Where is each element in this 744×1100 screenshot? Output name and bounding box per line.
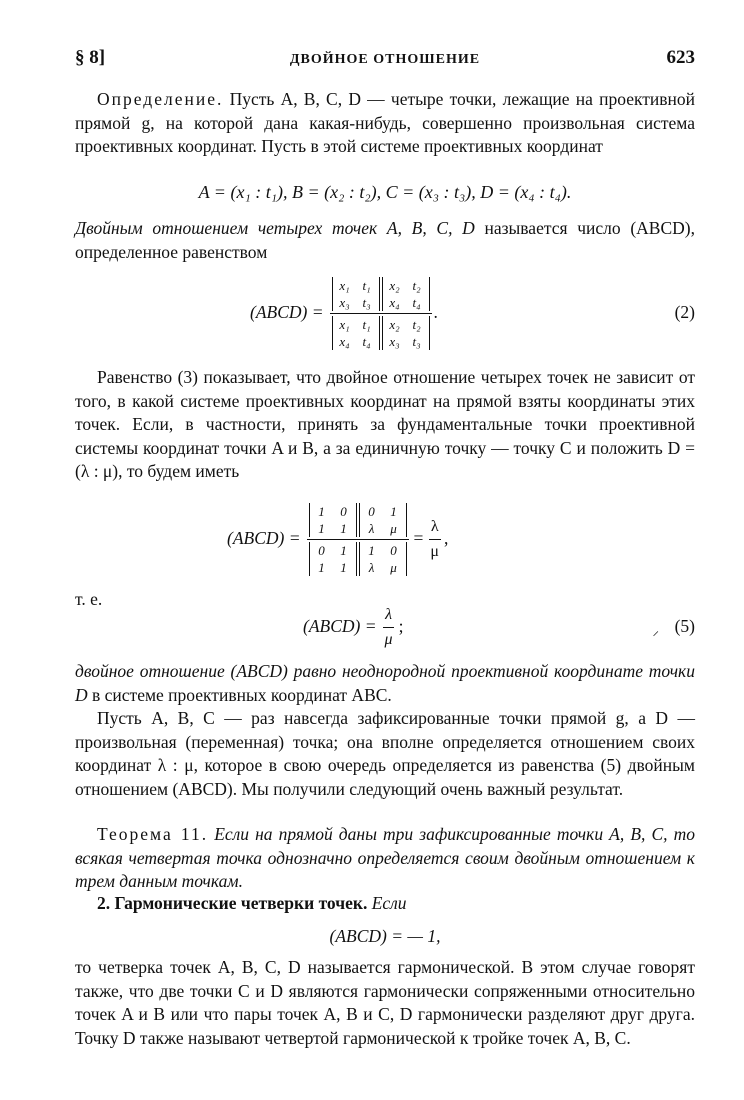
formula-lambda-mu (75, 496, 695, 582)
formula-5: (ABCD) = $\frac{\lambda}{\mu}$ ; ⸝ (5) (303, 605, 695, 648)
det-top-right: x₂ t₂ x₄ t₄ (382, 277, 430, 311)
harmonic-definition: то четверка точек A, B, C, D называется гармонической. В этом случае говорят также, что две точки C и D являются гармонически сопряженными относительно точек A и B или что пары точек A, B и C, D гармонически разделяют друг друга. Точку D также называют четвертой гармонической к тройке точек A, B, C. (75, 957, 695, 1048)
det-bottom-right: 1 0 λ μ (359, 542, 407, 576)
text-te: т. е. (75, 589, 103, 609)
definition-paragraph (75, 88, 695, 159)
theorem-text: Если на прямой даны три зафиксированные точки A, B, C, то всякая четвертая точка однозначно определяется своим двойным отношением к трем данным точкам. (75, 824, 695, 891)
double-ratio-term: Двойным отношением четырех точек A, B, C, D (75, 218, 475, 238)
page-number: 623 (666, 47, 695, 68)
theorem-11 (75, 823, 695, 894)
formula-2-lhs: (ABCD) = (250, 302, 324, 323)
formula-5-semicolon: ; (398, 616, 404, 637)
det-bottom-right: x₂ t₂ x₃ t₃ (382, 316, 430, 350)
paragraph-invariance: Равенство (3) показывает, что двойное отношение четырех точек не зависит от того, в какой системе проективных координат на прямой взяты координаты этих точек. Если, в частности, принять за фундаментальные точки проективной системы координат точки A и B, а за единичную точку — точку C и положить D = (λ : μ), то будем иметь (75, 367, 695, 481)
subsection-heading (75, 892, 695, 916)
lambda-over-mu: $\frac{\lambda}{\mu}$ (430, 517, 439, 560)
subsection-lead: Если (367, 893, 407, 913)
formula-3-comma: , (443, 528, 449, 549)
equation-number-2: (2) (674, 302, 695, 322)
det-top-right: 0 1 λ μ (359, 503, 407, 537)
det-top-left: x₁ t₁ x₃ t₃ (332, 277, 380, 311)
subsection-title: 2. Гармонические четверки точек. (97, 893, 368, 913)
formula-5-lhs: (ABCD) = (303, 616, 377, 637)
conclusion-italic: двойное отношение (ABCD) равно неоднородной проективной координате точки D (75, 661, 695, 705)
double-ratio-text: называется число (ABCD), определенное равенством (75, 218, 695, 262)
formula-3-lhs: (ABCD) = (227, 528, 301, 549)
conclusion-paragraph (75, 660, 695, 707)
conclusion-text: в системе проективных координат ABC. (87, 684, 392, 705)
det-bottom-left: x₁ t₁ x₄ t₄ (332, 316, 380, 350)
formula-3-equals: = (413, 528, 424, 549)
section-number: § 8] (75, 47, 106, 68)
theorem-label: Теорема 11. (97, 824, 209, 844)
double-ratio-definition (75, 217, 695, 264)
running-title: ДВОЙНОЕ ОТНОШЕНИЕ (289, 52, 481, 67)
formula-2-period: . (433, 302, 438, 323)
det-bottom-left: 0 1 1 1 (309, 542, 357, 576)
definition-term: Определение. (97, 89, 224, 109)
formula-coordinates: A = (x₁ : t₁), B = (x₂ : t₂), C = (x₃ : t₃), D = (x₄ : t₄). (198, 182, 572, 202)
paragraph-fixed-points: Пусть A, B, C — раз навсегда зафиксированные точки прямой g, а D — произвольная (переменная) точка; она вполне определяется отношением своих координат λ : μ, которое в свою очередь определяется из равенства (5) двойным отношением (ABCD). Мы получили следующий очень важный результат. (75, 708, 695, 799)
formula-5-fraction: $\frac{\lambda}{\mu}$ (384, 605, 393, 648)
formula-3-fraction (307, 503, 409, 576)
formula-2 (75, 270, 695, 356)
definition-text: Пусть A, B, C, D — четыре точки, лежащие на проективной прямой g, на которой дана какая-нибудь, совершенно произвольная система проективных координат. Пусть в этой системе проективных координат (75, 89, 695, 156)
det-top-left: 1 0 1 1 (309, 503, 357, 537)
running-header (75, 46, 695, 70)
equation-number-5: (5) (674, 616, 695, 636)
formula-harmonic: (ABCD) = — 1, (329, 926, 441, 946)
formula-2-fraction (330, 277, 432, 350)
